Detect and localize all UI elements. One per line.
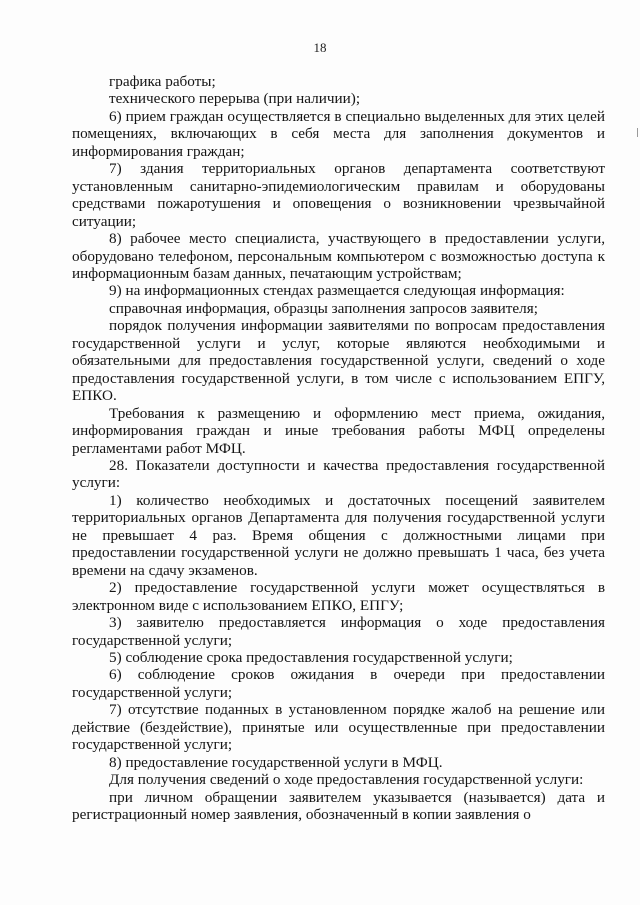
paragraph: 8) предоставление государственной услуги в МФЦ. [109, 753, 443, 771]
page-number: 18 [313, 40, 327, 55]
paragraph: 1) количество необходимых и достаточных посещений заявителем территориальных органов Департамента для получения государственной услуги не превышает 4 раз. Время общения с должностными лицами при предоставлении государственной услуги не должно превышать 1 часа, без учета времени на сдачу экзаменов. [72, 491, 605, 579]
paragraph: порядок получения информации заявителями по вопросам предоставления государственной услуги и услуг, которые являются необходимыми и обязательными для предоставления государственной услуги, сведений о ходе предоставления государственной услуги, в том числе с использованием ЕПГУ, ЕПКО. [72, 317, 605, 405]
paragraph: технического перерыва (при наличии); [109, 90, 361, 108]
paragraph: 3) заявителю предоставляется информация о ходе предоставления государственной услуги; [72, 614, 605, 649]
paragraph: Требования к размещению и оформлению мест приема, ожидания, информирования граждан и иные требования работы МФЦ определены регламентами работ МФЦ. [72, 404, 605, 457]
paragraph: 5) соблюдение срока предоставления государственной услуги; [109, 648, 513, 666]
paragraph: Для получения сведений о ходе предоставления государственной услуги: [109, 771, 584, 789]
paragraph: 8) рабочее место специалиста, участвующего в предоставлении услуги, оборудовано телефоном, персональным компьютером с возможностью доступа к информационным базам данных, печатающим устройствам; [72, 230, 605, 282]
paragraph: при личном обращении заявителем указывается (называется) дата и регистрационный номер заявления, обозначенный в копии заявления о [72, 788, 605, 824]
body-text [72, 73, 605, 823]
scan-artifact-mark [637, 128, 638, 137]
paragraph: 6) прием граждан осуществляется в специально выделенных для этих целей помещениях, включающих в себя места для заполнения документов и информирования граждан; [72, 107, 605, 160]
paragraph: 2) предоставление государственной услуги может осуществляться в электронном виде с использованием ЕПКО, ЕПГУ; [72, 579, 605, 614]
paragraph: 7) здания территориальных органов департамента соответствуют установленным санитарно-эпидемиологическим правилам и оборудованы средствами пожаротушения и оповещения о возникновении чрезвычайной ситуации; [72, 160, 605, 230]
paragraph: справочная информация, образцы заполнения запросов заявителя; [109, 299, 538, 317]
paragraph: 7) отсутствие поданных в установленном порядке жалоб на решение или действие (бездействие), принятые или осуществленные при предоставлении государственной услуги; [72, 701, 605, 754]
paragraph: 9) на информационных стендах размещается следующая информация: [109, 282, 565, 300]
paragraph: 6) соблюдение сроков ожидания в очереди при предоставлении государственной услуги; [72, 666, 605, 701]
paragraph: 28. Показатели доступности и качества предоставления государственной услуги: [72, 456, 605, 492]
paragraph: графика работы; [109, 73, 216, 90]
